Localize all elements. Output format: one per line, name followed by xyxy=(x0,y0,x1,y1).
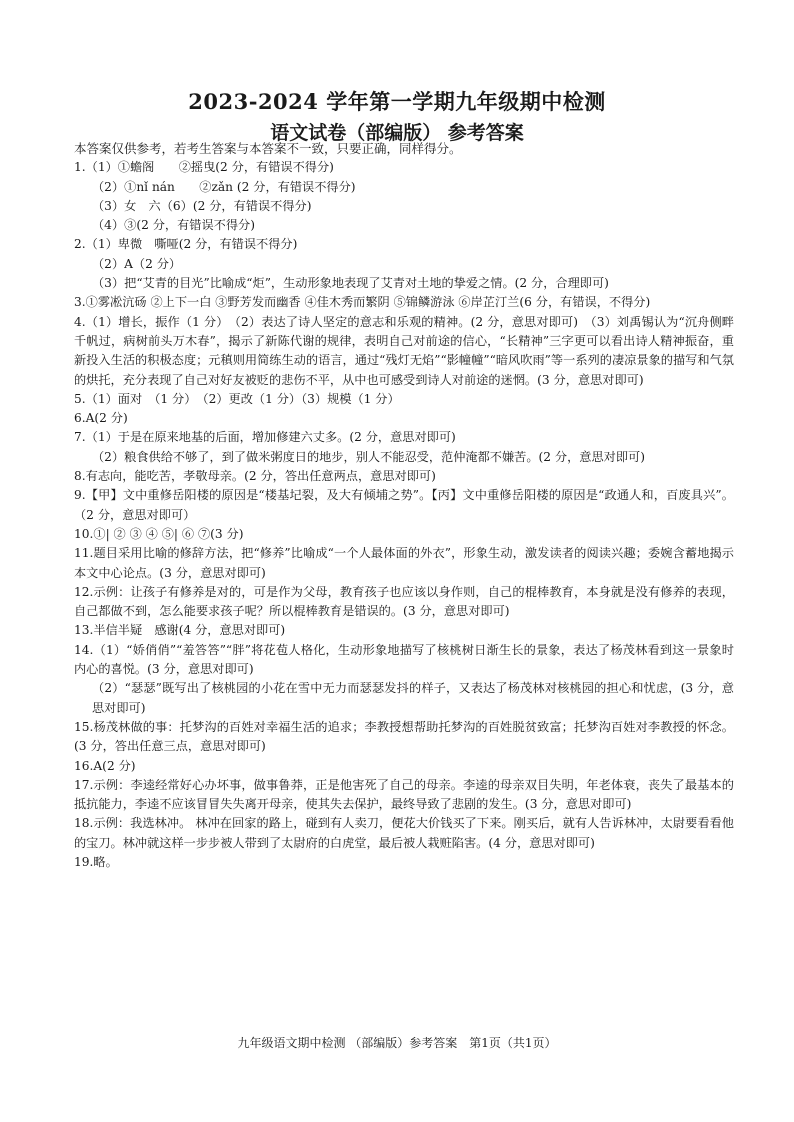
document-title: 2023-2024 学年第一学期九年级期中检测 xyxy=(188,89,606,114)
answer-paragraph: 18.示例：我选林冲。 林冲在回家的路上，碰到有人卖刀，便花大价钱买了下来。刚买后，就有人告诉林冲，太尉要看看他的宝刀。林冲就这样一步步被人带到了太尉府的白虎堂，最后被人栽赃陷害。(4 分，意思对即可) xyxy=(74,816,734,850)
answer-paragraph: 11.题目采用比喻的修辞方法，把“修养”比喻成“一个人最体面的外衣”，形象生动，激发读者的阅读兴趣；委婉含蓄地揭示本文中心论点。(3 分，意思对即可) xyxy=(74,546,734,580)
answer-line: （4）③(2 分，有错误不得分) xyxy=(92,218,255,233)
answer-paragraph: 14.（1）“娇俏俏”“羞答答”“胖”将花苞人格化，生动形象地描写了核桃树日渐生长的景象，表达了杨茂林看到这一景象时内心的喜悦。(3 分，意思对即可) xyxy=(74,642,734,677)
answer-line: 10.①| ② ③ ④ ⑤| ⑥ ⑦(3 分) xyxy=(74,526,244,541)
answer-line: （2）①nǐ nán ②zǎn (2 分，有错误不得分) xyxy=(92,179,356,194)
answer-line: （2）A（2 分） xyxy=(92,256,182,271)
answer-paragraph: （2）“瑟瑟”既写出了核桃园的小花在雪中无力而瑟瑟发抖的样子，又表达了杨茂林对核桃园的担心和忧虑，(3 分，意思对即可) xyxy=(92,681,734,715)
answer-line: （3）把“艾青的目光”比喻成“炬”，生动形象地表现了艾青对土地的挚爱之情。(2 分，合理即可) xyxy=(92,276,609,291)
answer-line: 19.略。 xyxy=(74,854,118,869)
answer-paragraph: 15.杨茂林做的事：托梦沟的百姓对幸福生活的追求；李教授想帮助托梦沟的百姓脱贫致富；托梦沟百姓对李教授的怀念。(3 分，答出任意三点，意思对即可) xyxy=(74,719,734,754)
answer-line: 7.（1）于是在原来地基的后面，增加修建六丈多。(2 分，意思对即可) xyxy=(74,430,456,445)
document-subtitle: 语文试卷（部编版） 参考答案 xyxy=(270,122,524,144)
answer-body xyxy=(74,139,734,872)
page-footer: 九年级语文期中检测 （部编版）参考答案 第1页（共1页） xyxy=(237,1036,557,1050)
answer-line: （2）粮食供给不够了，到了做米粥度日的地步，别人不能忍受，范仲淹都不嫌苦。(2 分，意思对即可) xyxy=(92,449,645,464)
answer-line: 16.A(2 分) xyxy=(74,758,136,773)
answer-paragraph: 12.示例：让孩子有修养是对的，可是作为父母，教育孩子也应该以身作则，自己的棍棒教育，本身就是没有修养的表现，自己都做不到，怎么能要求孩子呢？所以棍棒教育是错误的。(3 分，意思对即可) xyxy=(74,584,734,619)
answer-line: 2.（1）卑微 嘶哑(2 分，有错误不得分) xyxy=(74,237,298,252)
answer-paragraph: 4.（1）增长，振作（1 分） （2）表达了诗人坚定的意志和乐观的精神。(2 分，意思对即可) （3）刘禹锡认为“沉舟侧畔千帆过，病树前头万木春”，揭示了新陈代谢的规律，表明自己对前途的信心，“长精神”三字更可以看出诗人精神振奋，重新投入生活的积极态度；元稹则用简练生动的语言，通过“残灯无焰”“影幢幢”“暗风吹雨”等一系列的凄凉景象的描写和气氛的烘托，充分表现了自己对好友被贬的悲伤不平，从中也可感受到诗人对前途的迷惘。(3 分，意思对即可) xyxy=(74,314,734,387)
answer-paragraph: 9.【甲】文中重修岳阳楼的原因是“楼基圮裂，及大有倾埔之势”。【丙】文中重修岳阳楼的原因是“政通人和，百废具兴”。（2 分，意思对即可） xyxy=(74,488,734,522)
answer-line: 6.A(2 分) xyxy=(74,411,128,426)
answer-line: （3）女 六（6）(2 分，有错误不得分) xyxy=(92,198,312,213)
answer-line: 1.（1）①蟾阁 ②摇曳(2 分，有错误不得分) xyxy=(74,160,334,175)
answer-line: 3.①雾凇沆砀 ②上下一白 ③野芳发而幽香 ④佳木秀而繁阴 ⑤锦鳞游泳 ⑥岸芷汀兰(6 分，有错误，不得分) xyxy=(74,295,651,310)
answer-paragraph: 17.示例：李逵经常好心办坏事，做事鲁莽，正是他害死了自己的母亲。李逵的母亲双目失明，年老体衰，丧失了最基本的抵抗能力，李逵不应该冒冒失失离开母亲，使其失去保护，最终导致了悲剧的发生。(3 分，意思对即可) xyxy=(74,777,734,812)
answer-line: 8.有志向，能吃苦，孝敬母亲。(2 分，答出任意两点，意思对即可) xyxy=(74,469,436,484)
answer-line: 13.半信半疑 感谢(4 分，意思对即可) xyxy=(74,623,286,638)
answer-line: 5.（1）面对 （1 分） （2）更改（1 分）（3）规模（1 分） xyxy=(74,391,400,406)
scoring-note: 本答案仅供参考，若考生答案与本答案不一致，只要正确，同样得分。 xyxy=(74,141,462,156)
